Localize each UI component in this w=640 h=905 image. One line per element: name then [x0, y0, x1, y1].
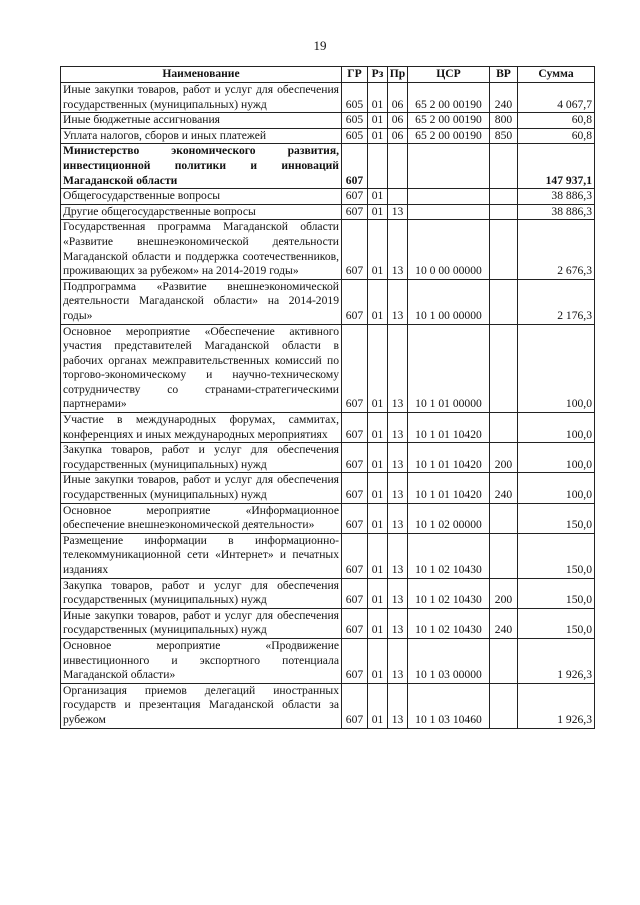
table-row: [61, 608, 595, 638]
cell-pr: 13: [388, 279, 408, 324]
cell-pr: 13: [388, 204, 408, 220]
cell-sum: 60,8: [518, 128, 595, 144]
cell-csr: 10 1 01 00000: [408, 324, 490, 413]
cell-rz: 01: [368, 683, 388, 728]
cell-sum: 100,0: [518, 324, 595, 413]
cell-rz: 01: [368, 503, 388, 533]
table-row: [61, 113, 595, 129]
cell-csr: [408, 144, 490, 189]
cell-gr: 607: [342, 279, 368, 324]
cell-vr: [490, 413, 518, 443]
table-row: [61, 204, 595, 220]
table-row: [61, 473, 595, 503]
table-row: [61, 503, 595, 533]
cell-name: Основное мероприятие «Продвижение инвестиционного и экспортного потенциала Магаданской области»: [61, 638, 342, 683]
cell-gr: 607: [342, 443, 368, 473]
cell-pr: 13: [388, 413, 408, 443]
table-row: [61, 324, 595, 413]
cell-gr: 607: [342, 413, 368, 443]
cell-sum: 1 926,3: [518, 683, 595, 728]
table-row: [61, 683, 595, 728]
cell-csr: 65 2 00 00190: [408, 83, 490, 113]
cell-vr: 240: [490, 608, 518, 638]
cell-vr: 240: [490, 83, 518, 113]
cell-rz: 01: [368, 279, 388, 324]
cell-name: Уплата налогов, сборов и иных платежей: [61, 128, 342, 144]
table-row: [61, 279, 595, 324]
cell-csr: 10 1 02 10430: [408, 533, 490, 578]
cell-csr: 10 1 00 00000: [408, 279, 490, 324]
cell-rz: 01: [368, 608, 388, 638]
cell-gr: 605: [342, 83, 368, 113]
cell-gr: 607: [342, 473, 368, 503]
cell-csr: [408, 189, 490, 205]
table-row: [61, 83, 595, 113]
cell-name: Государственная программа Магаданской области «Развитие внешнеэкономической деятельности Магаданской области и поддержка соотечественников, проживающих за рубежом» на 2014-2019 годы»: [61, 220, 342, 279]
cell-csr: [408, 204, 490, 220]
cell-sum: 2 676,3: [518, 220, 595, 279]
cell-vr: 800: [490, 113, 518, 129]
cell-gr: 605: [342, 113, 368, 129]
cell-rz: 01: [368, 473, 388, 503]
cell-sum: 100,0: [518, 443, 595, 473]
cell-name: Закупка товаров, работ и услуг для обеспечения государственных (муниципальных) нужд: [61, 443, 342, 473]
cell-rz: 01: [368, 189, 388, 205]
cell-vr: [490, 279, 518, 324]
cell-vr: 240: [490, 473, 518, 503]
cell-vr: [490, 144, 518, 189]
cell-name: Другие общегосударственные вопросы: [61, 204, 342, 220]
cell-pr: 13: [388, 473, 408, 503]
cell-gr: 607: [342, 204, 368, 220]
cell-rz: 01: [368, 443, 388, 473]
cell-pr: [388, 189, 408, 205]
cell-rz: 01: [368, 113, 388, 129]
cell-csr: 10 1 01 10420: [408, 473, 490, 503]
cell-sum: 38 886,3: [518, 204, 595, 220]
cell-name: Иные бюджетные ассигнования: [61, 113, 342, 129]
cell-name: Общегосударственные вопросы: [61, 189, 342, 205]
cell-name: Иные закупки товаров, работ и услуг для обеспечения государственных (муниципальных) нужд: [61, 608, 342, 638]
cell-name: Участие в международных форумах, саммитах, конференциях и иных международных мероприятиях: [61, 413, 342, 443]
cell-rz: 01: [368, 533, 388, 578]
cell-gr: 607: [342, 608, 368, 638]
cell-sum: 2 176,3: [518, 279, 595, 324]
header-name: Наименование: [61, 67, 342, 83]
cell-csr: 65 2 00 00190: [408, 113, 490, 129]
cell-rz: 01: [368, 220, 388, 279]
cell-gr: 605: [342, 128, 368, 144]
table-row: [61, 128, 595, 144]
cell-pr: 13: [388, 443, 408, 473]
cell-sum: 150,0: [518, 533, 595, 578]
cell-pr: 13: [388, 324, 408, 413]
cell-gr: 607: [342, 220, 368, 279]
cell-gr: 607: [342, 144, 368, 189]
cell-gr: 607: [342, 189, 368, 205]
cell-name: Размещение информации в информационно-телекоммуникационной сети «Интернет» и печатных изданиях: [61, 533, 342, 578]
table-body: [61, 83, 595, 729]
cell-name: Основное мероприятие «Обеспечение активного участия представителей Магаданской области в рабочих органах межправительственных комиссий по торгово-экономическому и научно-техническому сотрудничеству со странами-стратегическими партнерами»: [61, 324, 342, 413]
cell-sum: 150,0: [518, 608, 595, 638]
table-row: [61, 533, 595, 578]
cell-pr: 13: [388, 608, 408, 638]
cell-name: Организация приемов делегаций иностранных государств и презентация Магаданской области за рубежом: [61, 683, 342, 728]
cell-csr: 10 1 01 10420: [408, 443, 490, 473]
cell-gr: 607: [342, 638, 368, 683]
table-header-row: [61, 67, 595, 83]
cell-sum: 100,0: [518, 413, 595, 443]
header-vr: ВР: [490, 67, 518, 83]
table-row: [61, 578, 595, 608]
cell-vr: [490, 638, 518, 683]
cell-sum: 150,0: [518, 578, 595, 608]
header-csr: ЦСР: [408, 67, 490, 83]
cell-pr: 13: [388, 638, 408, 683]
cell-pr: 13: [388, 503, 408, 533]
cell-pr: 06: [388, 113, 408, 129]
cell-csr: 10 1 01 10420: [408, 413, 490, 443]
budget-table: [60, 66, 595, 729]
table-row: [61, 413, 595, 443]
cell-sum: 4 067,7: [518, 83, 595, 113]
cell-rz: 01: [368, 324, 388, 413]
header-rz: Рз: [368, 67, 388, 83]
cell-sum: 100,0: [518, 473, 595, 503]
cell-pr: 13: [388, 578, 408, 608]
table-row: [61, 144, 595, 189]
cell-vr: 200: [490, 443, 518, 473]
cell-pr: [388, 144, 408, 189]
cell-sum: 150,0: [518, 503, 595, 533]
cell-vr: [490, 533, 518, 578]
cell-gr: 607: [342, 324, 368, 413]
cell-sum: 38 886,3: [518, 189, 595, 205]
table-row: [61, 189, 595, 205]
cell-vr: [490, 683, 518, 728]
cell-pr: 06: [388, 83, 408, 113]
table-row: [61, 443, 595, 473]
cell-gr: 607: [342, 578, 368, 608]
cell-rz: 01: [368, 413, 388, 443]
cell-pr: 13: [388, 683, 408, 728]
cell-pr: 13: [388, 220, 408, 279]
cell-gr: 607: [342, 503, 368, 533]
cell-vr: [490, 324, 518, 413]
table-row: [61, 220, 595, 279]
cell-csr: 10 1 02 10430: [408, 608, 490, 638]
cell-rz: 01: [368, 128, 388, 144]
cell-sum: 60,8: [518, 113, 595, 129]
cell-sum: 147 937,1: [518, 144, 595, 189]
cell-name: Иные закупки товаров, работ и услуг для обеспечения государственных (муниципальных) нужд: [61, 473, 342, 503]
cell-csr: 65 2 00 00190: [408, 128, 490, 144]
cell-csr: 10 1 02 10430: [408, 578, 490, 608]
cell-sum: 1 926,3: [518, 638, 595, 683]
cell-name: Министерство экономического развития, инвестиционной политики и инноваций Магаданской области: [61, 144, 342, 189]
cell-vr: [490, 204, 518, 220]
cell-gr: 607: [342, 533, 368, 578]
page-number: 19: [313, 38, 327, 53]
cell-vr: 850: [490, 128, 518, 144]
cell-rz: 01: [368, 578, 388, 608]
cell-pr: 13: [388, 533, 408, 578]
cell-vr: 200: [490, 578, 518, 608]
cell-gr: 607: [342, 683, 368, 728]
cell-csr: 10 1 02 00000: [408, 503, 490, 533]
cell-csr: 10 0 00 00000: [408, 220, 490, 279]
cell-rz: 01: [368, 204, 388, 220]
cell-vr: [490, 220, 518, 279]
cell-rz: 01: [368, 638, 388, 683]
cell-vr: [490, 503, 518, 533]
cell-rz: [368, 144, 388, 189]
table-row: [61, 638, 595, 683]
cell-pr: 06: [388, 128, 408, 144]
cell-name: Закупка товаров, работ и услуг для обеспечения государственных (муниципальных) нужд: [61, 578, 342, 608]
header-sum: Сумма: [518, 67, 595, 83]
header-gr: ГР: [342, 67, 368, 83]
cell-csr: 10 1 03 10460: [408, 683, 490, 728]
cell-vr: [490, 189, 518, 205]
cell-rz: 01: [368, 83, 388, 113]
cell-csr: 10 1 03 00000: [408, 638, 490, 683]
cell-name: Иные закупки товаров, работ и услуг для обеспечения государственных (муниципальных) нужд: [61, 83, 342, 113]
cell-name: Подпрограмма «Развитие внешнеэкономической деятельности Магаданской области» на 2014-2019 годы»: [61, 279, 342, 324]
cell-name: Основное мероприятие «Информационное обеспечение внешнеэкономической деятельности»: [61, 503, 342, 533]
header-pr: Пр: [388, 67, 408, 83]
